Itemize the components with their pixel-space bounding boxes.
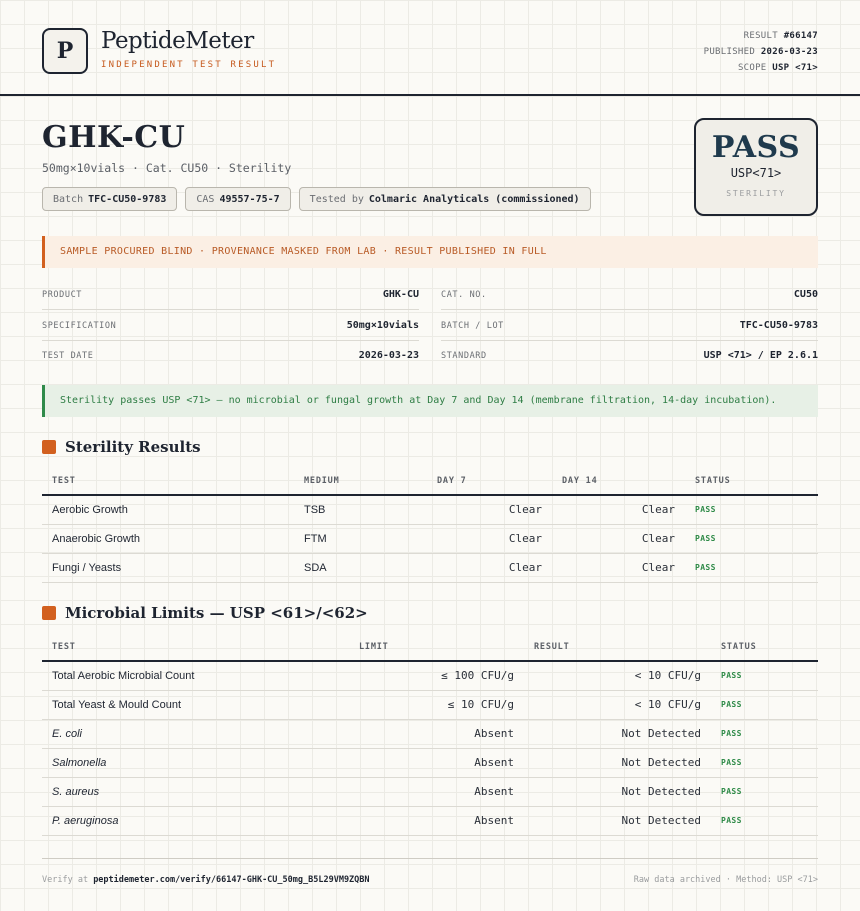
status-badge: PASS (685, 553, 818, 582)
table-row: Anaerobic Growth FTM Clear Clear PASS (42, 524, 818, 553)
table-header-row: TEST MEDIUM DAY 7 DAY 14 STATUS (42, 467, 818, 495)
sterility-summary: Sterility passes USP <71> — no microbial or fungal growth at Day 7 and Day 14 (membrane filtration, 14-day incubation). (42, 385, 818, 417)
info-batch: BATCH / LOT TFC-CU50-9783 (441, 311, 818, 341)
table-row: Total Aerobic Microbial Count ≤ 100 CFU/g < 10 CFU/g PASS (42, 661, 818, 690)
table-row: E. coli Absent Not Detected PASS (42, 719, 818, 748)
info-cat: CAT. NO. CU50 (441, 280, 818, 310)
table-row: P. aeruginosa Absent Not Detected PASS (42, 806, 818, 835)
sterility-section-title: Sterility Results (42, 438, 201, 456)
verdict-scope: STERILITY (726, 189, 786, 198)
status-badge: PASS (711, 661, 818, 690)
batch-chip: Batch TFC-CU50-9783 (42, 187, 177, 211)
table-row: Fungi / Yeasts SDA Clear Clear PASS (42, 553, 818, 582)
info-product: PRODUCT GHK-CU (42, 280, 419, 310)
brand-name: PeptideMeter (101, 28, 254, 54)
report-meta (704, 28, 818, 76)
verify-line: Verify at peptidemeter.com/verify/66147-GHK-CU_50mg_B5L29VM9ZQBN (42, 875, 370, 885)
meta-scope: SCOPE USP <71> (737, 63, 818, 73)
status-badge: PASS (685, 495, 818, 524)
verdict-standard: USP<71> (730, 166, 782, 180)
status-badge: PASS (685, 524, 818, 553)
logo-icon: P (42, 28, 88, 74)
microbial-section-title: Microbial Limits — USP <61>/<62> (42, 604, 368, 622)
meta-result: RESULT #66147 (743, 31, 818, 41)
verdict-badge (694, 118, 818, 216)
info-standard: STANDARD USP <71> / EP 2.6.1 (441, 350, 818, 361)
verdict-result: PASS (711, 130, 801, 165)
section-marker-icon (42, 606, 56, 620)
tested-by-chip: Tested by Colmaric Analyticals (commissioned) (299, 187, 591, 211)
info-spec: SPECIFICATION 50mg×10vials (42, 311, 419, 341)
product-title: GHK-CU (42, 120, 186, 155)
table-row: S. aureus Absent Not Detected PASS (42, 777, 818, 806)
product-subtitle: 50mg×10vials · Cat. CU50 · Sterility (42, 161, 292, 175)
status-badge: PASS (711, 777, 818, 806)
product-chips (42, 187, 591, 211)
cas-chip: CAS 49557-75-7 (185, 187, 290, 211)
table-row: Salmonella Absent Not Detected PASS (42, 748, 818, 777)
status-badge: PASS (711, 748, 818, 777)
verify-link[interactable]: peptidemeter.com/verify/66147-GHK-CU_50mg_B5L29VM9ZQBN (93, 875, 370, 885)
report-footer (42, 858, 818, 888)
table-header-row: TEST LIMIT RESULT STATUS (42, 633, 818, 661)
table-row: Aerobic Growth TSB Clear Clear PASS (42, 495, 818, 524)
info-date: TEST DATE 2026-03-23 (42, 350, 419, 361)
table-row: Total Yeast & Mould Count ≤ 10 CFU/g < 10 CFU/g PASS (42, 690, 818, 719)
section-marker-icon (42, 440, 56, 454)
blind-notice: SAMPLE PROCURED BLIND · PROVENANCE MASKED FROM LAB · RESULT PUBLISHED IN FULL (42, 236, 818, 268)
brand-tagline: INDEPENDENT TEST RESULT (101, 60, 277, 70)
status-badge: PASS (711, 690, 818, 719)
report-header (0, 0, 860, 96)
status-badge: PASS (711, 719, 818, 748)
microbial-table (42, 633, 818, 836)
method-note: Raw data archived · Method: USP <71> (633, 875, 818, 885)
status-badge: PASS (711, 806, 818, 835)
sterility-table (42, 467, 818, 583)
meta-published: PUBLISHED 2026-03-23 (703, 47, 818, 57)
